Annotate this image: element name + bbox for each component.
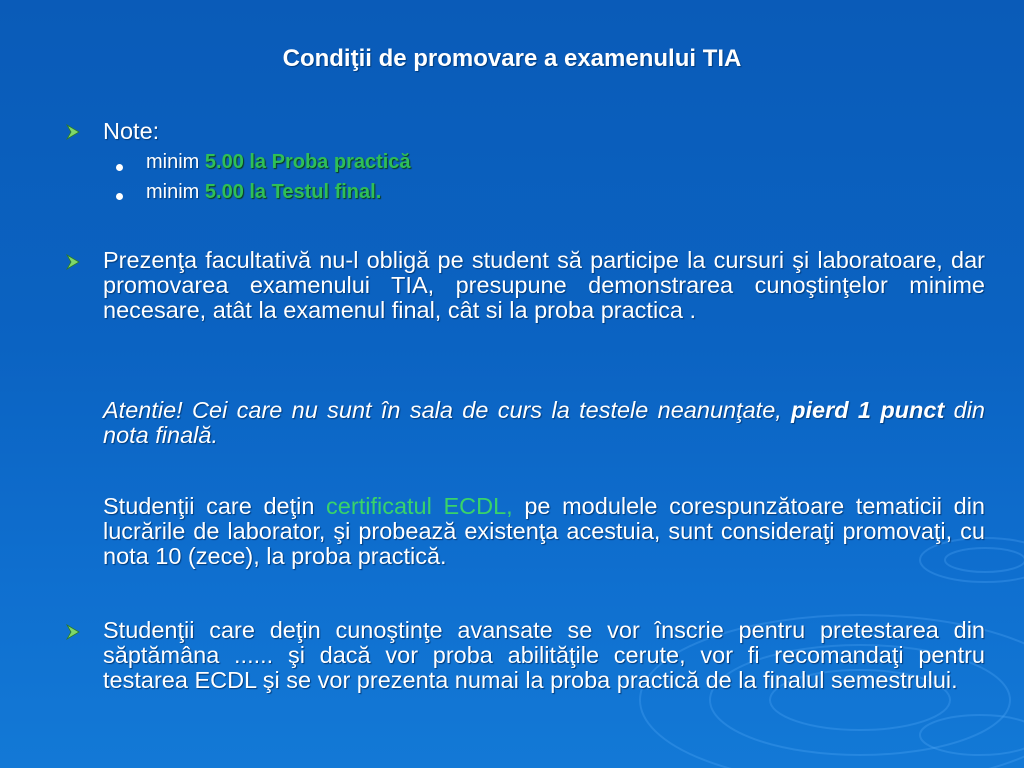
ecdl-text-b: pe modulele corespunzătoare tematicii din lucrările de laborator, şi probează existenţa acestuia, sunt consideraţi promovaţi, cu nota 10 (zece), la proba practică.	[103, 493, 985, 569]
slide-title: Condiţii de promovare a examenului TIA	[282, 45, 742, 72]
warning-penalty: pierd 1 punct	[791, 397, 945, 423]
note-prefix: minim	[146, 151, 205, 173]
ecdl-text-a: Studenţii care deţin	[103, 493, 327, 519]
arrow-bullet-icon	[66, 254, 80, 270]
ecdl-certificate-highlight: certificatul ECDL,	[326, 493, 513, 519]
note-item-practical	[146, 150, 411, 175]
paragraph-attendance: Prezenţa facultativă nu-l obligă pe student să participe la cursuri şi laboratoare, dar promovarea examenului TIA, presupune demonstrarea cunoştinţelor minime necesare, atât la examenul final, cât si la proba practica .	[103, 247, 985, 323]
warning-rest: din nota finală.	[103, 397, 985, 448]
dot-bullet-icon	[116, 193, 123, 200]
note-practical-value: 5.00 la Proba practică	[204, 151, 411, 173]
arrow-bullet-icon	[66, 624, 80, 640]
paragraph-warning	[103, 398, 985, 448]
notes-label: Note:	[103, 118, 160, 144]
arrow-bullet-icon	[66, 124, 80, 140]
dot-bullet-icon	[116, 164, 123, 171]
note-item-final	[146, 180, 381, 205]
note-final-value: 5.00 la Testul final.	[204, 181, 382, 203]
paragraph-advanced: Studenţii care deţin cunoştinţe avansate se vor înscrie pentru pretestarea din săptămâna ...... şi dacă vor proba abilităţile cerute, vor fi recomandaţi pentru testarea ECDL şi se vor prezenta numai la proba practică de la finalul semestrului.	[103, 617, 985, 693]
paragraph-ecdl	[103, 494, 985, 569]
note-prefix: minim	[146, 181, 205, 203]
warning-text: Atentie! Cei care nu sunt în sala de curs la testele neanunţate,	[103, 397, 792, 423]
